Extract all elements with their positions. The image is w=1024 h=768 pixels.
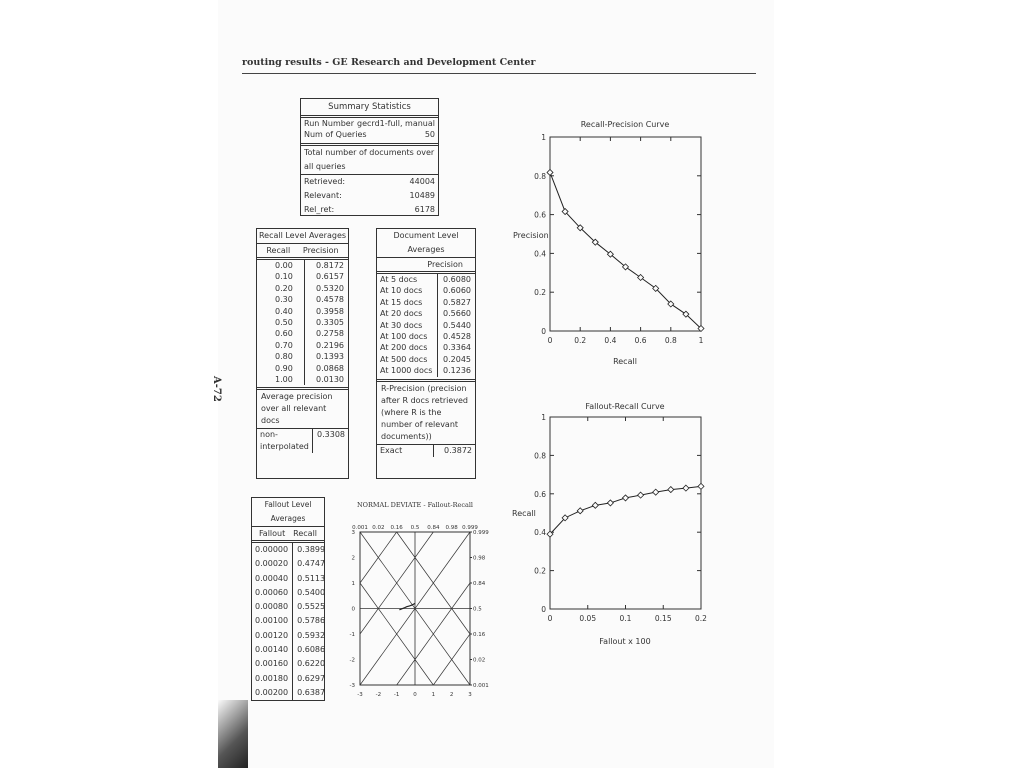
x-tick-label: 1 bbox=[698, 336, 704, 345]
data-point-marker bbox=[623, 495, 629, 501]
recall-cell-label: 0.30 bbox=[257, 294, 305, 305]
y-tick-label: 0.8 bbox=[534, 451, 546, 461]
fallout-cell-label: 0.00100 bbox=[252, 614, 293, 628]
relevant-value: 10489 bbox=[409, 191, 435, 200]
doc-cell-label: At 5 docs bbox=[377, 274, 438, 285]
recall-cell-label: 0.40 bbox=[257, 306, 305, 317]
nd-top-tick: 0.001 bbox=[352, 525, 368, 531]
nd-top-tick: 0.16 bbox=[390, 525, 403, 531]
recall-cell-value: 0.2758 bbox=[316, 329, 344, 339]
doc-cell-value: 0.5827 bbox=[443, 297, 471, 307]
doc-table bbox=[377, 274, 475, 377]
document-level-averages-box bbox=[376, 228, 476, 479]
nd-left-tick: 3 bbox=[351, 530, 355, 536]
recall-cell-value: 0.4578 bbox=[316, 295, 344, 305]
fallout-cell-value: 0.5786 bbox=[297, 616, 326, 626]
nd-bottom-tick: 3 bbox=[468, 692, 472, 698]
recall-cell-value: 0.5320 bbox=[316, 283, 344, 293]
num-queries-row bbox=[301, 129, 438, 140]
plot-frame bbox=[550, 417, 701, 609]
summary-statistics-box bbox=[300, 98, 439, 216]
run-number-label: Run Number bbox=[304, 119, 355, 128]
doc-cell-label: At 30 docs bbox=[377, 320, 438, 331]
doc-cell-label: At 100 docs bbox=[377, 331, 438, 342]
nd-right-tick: 0.98 bbox=[473, 555, 486, 562]
nd-right-tick: 0.16 bbox=[473, 632, 486, 638]
doc-cell-label: At 200 docs bbox=[377, 342, 438, 353]
nd-bottom-tick: -3 bbox=[357, 692, 363, 698]
fallout-recall-col-header: Recall bbox=[293, 529, 318, 538]
data-point-marker bbox=[668, 487, 674, 493]
fallout-level-averages-box bbox=[251, 497, 325, 701]
doc-cell-value: 0.5660 bbox=[443, 309, 471, 319]
data-point-marker bbox=[683, 485, 689, 491]
summary-title: Summary Statistics bbox=[328, 102, 411, 112]
nd-top-tick: 0.5 bbox=[410, 525, 420, 531]
doc-cell-value: 0.6060 bbox=[443, 286, 471, 296]
recall-row bbox=[257, 328, 348, 339]
exact-row bbox=[377, 445, 475, 457]
fallout-cell-value: 0.6086 bbox=[297, 645, 326, 655]
recall-col-header: Recall bbox=[266, 246, 291, 255]
avg-precision-note: Average precision over all relevant docs bbox=[261, 392, 333, 426]
nd-top-tick: 0.84 bbox=[427, 525, 440, 531]
doc-cell-value: 0.4528 bbox=[443, 332, 471, 342]
recall-table-header bbox=[257, 244, 348, 257]
recall-cell-label: 0.90 bbox=[257, 363, 305, 374]
y-tick-label: 0.6 bbox=[534, 210, 546, 220]
recall-level-averages-box bbox=[256, 228, 349, 479]
doc-row bbox=[377, 297, 475, 308]
recall-row bbox=[257, 374, 348, 385]
data-point-marker bbox=[592, 502, 598, 508]
doc-cell-value: 0.1236 bbox=[443, 366, 471, 376]
nd-bottom-tick: 1 bbox=[431, 692, 436, 698]
x-tick-label: 0.2 bbox=[695, 614, 707, 623]
page-header: routing results - GE Research and Development Center bbox=[242, 57, 536, 68]
recall-cell-label: 0.80 bbox=[257, 351, 305, 362]
fallout-cell-label: 0.00140 bbox=[252, 643, 293, 657]
doc-row bbox=[377, 342, 475, 353]
doc-cell-value: 0.3364 bbox=[443, 343, 471, 353]
plot-frame bbox=[550, 137, 701, 331]
retrieved-row bbox=[301, 175, 438, 189]
nd-right-tick: 0.001 bbox=[473, 683, 489, 689]
data-point-marker bbox=[577, 508, 583, 514]
recall-row bbox=[257, 271, 348, 282]
fallout-cell-label: 0.00120 bbox=[252, 629, 293, 643]
x-tick-label: 0.1 bbox=[619, 614, 632, 623]
data-point-marker bbox=[547, 169, 553, 175]
fallout-row bbox=[252, 543, 329, 557]
x-tick-label: 0.4 bbox=[604, 336, 617, 345]
fr-chart-title: Fallout-Recall Curve bbox=[585, 402, 665, 411]
exact-value: 0.3872 bbox=[433, 445, 472, 457]
recall-row bbox=[257, 351, 348, 362]
doc-row bbox=[377, 365, 475, 376]
doc-cell-label: At 10 docs bbox=[377, 285, 438, 296]
recall-cell-value: 0.6157 bbox=[316, 272, 344, 282]
nd-top-tick: 0.999 bbox=[462, 525, 478, 531]
retrieved-value: 44004 bbox=[409, 177, 435, 186]
fallout-cell-value: 0.5932 bbox=[297, 630, 326, 640]
nd-right-tick: 0.5 bbox=[473, 606, 482, 613]
data-point-marker bbox=[638, 492, 644, 498]
recall-row bbox=[257, 283, 348, 294]
doc-row bbox=[377, 274, 475, 285]
fr-y-label: Recall bbox=[512, 509, 536, 518]
doc-cell-label: At 15 docs bbox=[377, 297, 438, 308]
recall-precision-chart bbox=[505, 115, 715, 370]
fallout-cell-value: 0.6220 bbox=[297, 659, 326, 669]
recall-table bbox=[257, 260, 348, 385]
recall-cell-label: 0.10 bbox=[257, 271, 305, 282]
fallout-cell-value: 0.5113 bbox=[297, 573, 326, 583]
recall-cell-label: 0.00 bbox=[257, 260, 305, 271]
exact-label: Exact bbox=[380, 445, 403, 455]
nd-left-tick: -2 bbox=[349, 657, 355, 664]
fr-x-label: Fallout x 100 bbox=[599, 637, 651, 646]
recall-row bbox=[257, 260, 348, 271]
fallout-row bbox=[252, 629, 329, 643]
relevant-row bbox=[301, 189, 438, 203]
series-line bbox=[550, 486, 701, 534]
doc-row bbox=[377, 354, 475, 365]
recall-cell-value: 0.3305 bbox=[316, 318, 344, 328]
x-tick-label: 0.15 bbox=[654, 614, 672, 623]
recall-cell-label: 0.70 bbox=[257, 340, 305, 351]
y-tick-label: 1 bbox=[541, 413, 546, 422]
recall-cell-label: 1.00 bbox=[257, 374, 305, 385]
y-tick-label: 0.4 bbox=[534, 528, 546, 538]
x-tick-label: 0.05 bbox=[579, 614, 597, 623]
doc-table-header bbox=[377, 258, 475, 271]
fallout-cell-label: 0.00020 bbox=[252, 557, 293, 571]
nd-left-tick: -1 bbox=[349, 632, 355, 638]
fallout-cell-value: 0.5525 bbox=[297, 602, 326, 612]
num-queries-label: Num of Queries bbox=[304, 130, 367, 139]
run-number-value: gecrd1-full, manual bbox=[357, 119, 435, 128]
recall-cell-label: 0.20 bbox=[257, 283, 305, 294]
rp-chart-title: Recall-Precision Curve bbox=[580, 120, 670, 129]
fallout-row bbox=[252, 643, 329, 657]
x-tick-label: 0.2 bbox=[574, 336, 587, 345]
fallout-cell-label: 0.00060 bbox=[252, 586, 293, 600]
y-tick-label: 0.2 bbox=[534, 566, 546, 576]
fallout-cell-label: 0.00200 bbox=[252, 686, 293, 700]
nd-left-tick: -3 bbox=[349, 683, 355, 689]
x-tick-label: 0.8 bbox=[664, 336, 677, 345]
relret-label: Rel_ret: bbox=[304, 205, 335, 214]
recall-row bbox=[257, 306, 348, 317]
header-rule bbox=[242, 73, 756, 74]
recall-row bbox=[257, 363, 348, 374]
doc-cell-value: 0.6080 bbox=[443, 275, 471, 284]
noninterp-row bbox=[257, 429, 348, 453]
recall-cell-value: 0.1393 bbox=[316, 352, 344, 362]
fallout-row bbox=[252, 600, 329, 614]
noninterp-label: non-interpolated bbox=[260, 430, 309, 452]
fallout-row bbox=[252, 672, 329, 686]
normal-deviate-title: NORMAL DEVIATE - Fallout-Recall bbox=[356, 501, 474, 509]
y-tick-label: 1 bbox=[541, 133, 546, 142]
relret-row bbox=[301, 203, 438, 217]
fallout-cell-label: 0.00000 bbox=[252, 543, 293, 557]
normal-deviate-chart bbox=[340, 495, 490, 710]
recall-row bbox=[257, 317, 348, 328]
doc-cell-value: 0.5440 bbox=[443, 320, 471, 330]
x-tick-label: 0 bbox=[547, 336, 553, 345]
fallout-cell-label: 0.00040 bbox=[252, 572, 293, 586]
fallout-col-header: Fallout bbox=[258, 529, 286, 538]
nd-top-tick: 0.98 bbox=[445, 525, 458, 531]
recall-cell-label: 0.60 bbox=[257, 328, 305, 339]
noninterp-value: 0.3308 bbox=[312, 429, 345, 453]
doc-row bbox=[377, 320, 475, 331]
total-docs-label: Total number of documents over all queries bbox=[304, 148, 435, 171]
y-tick-label: 0 bbox=[541, 327, 546, 336]
doc-cell-label: At 500 docs bbox=[377, 354, 438, 365]
precision-col-header: Precision bbox=[302, 246, 339, 255]
doc-cell-label: At 20 docs bbox=[377, 308, 438, 319]
data-point-marker bbox=[698, 483, 704, 489]
data-point-marker bbox=[607, 500, 613, 506]
y-tick-label: 0 bbox=[541, 605, 546, 614]
doc-row bbox=[377, 285, 475, 296]
relevant-label: Relevant: bbox=[304, 191, 342, 200]
recall-cell-value: 0.3958 bbox=[316, 306, 344, 316]
fallout-table-header bbox=[252, 527, 324, 540]
recall-cell-value: 0.0130 bbox=[316, 375, 344, 385]
fallout-row bbox=[252, 557, 329, 571]
nd-left-tick: 0 bbox=[351, 606, 355, 613]
fallout-cell-value: 0.5400 bbox=[297, 587, 326, 597]
rp-x-label: Recall bbox=[613, 357, 637, 366]
scan-shadow bbox=[218, 700, 248, 768]
series-line bbox=[550, 172, 701, 328]
fallout-row bbox=[252, 686, 329, 700]
nd-right-tick: 0.84 bbox=[473, 581, 486, 587]
doc-cell-value: 0.2045 bbox=[443, 354, 471, 364]
recall-row bbox=[257, 340, 348, 351]
y-tick-label: 0.6 bbox=[534, 489, 546, 499]
fallout-cell-value: 0.6297 bbox=[297, 673, 326, 683]
retrieved-label: Retrieved: bbox=[304, 177, 346, 186]
fallout-row bbox=[252, 572, 329, 586]
fallout-table-title: Fallout Level Averages bbox=[264, 500, 312, 523]
x-tick-label: 0 bbox=[547, 614, 553, 623]
nd-right-tick: 0.02 bbox=[473, 657, 486, 664]
total-docs-row bbox=[301, 146, 438, 174]
nd-top-tick: 0.02 bbox=[372, 525, 385, 531]
nd-bottom-tick: 2 bbox=[449, 692, 454, 698]
recall-cell-value: 0.0868 bbox=[316, 363, 344, 373]
run-number-row bbox=[301, 118, 438, 129]
fallout-cell-value: 0.4747 bbox=[297, 559, 326, 569]
x-tick-label: 0.6 bbox=[634, 336, 647, 345]
data-point-marker bbox=[653, 489, 659, 495]
fallout-cell-value: 0.6387 bbox=[297, 687, 326, 697]
recall-table-title: Recall Level Averages bbox=[258, 231, 347, 240]
num-queries-value: 50 bbox=[424, 130, 435, 139]
recall-cell-value: 0.2196 bbox=[316, 340, 344, 350]
doc-table-title: Document Level Averages bbox=[393, 231, 459, 254]
y-tick-label: 0.8 bbox=[534, 171, 546, 181]
fallout-table bbox=[252, 543, 329, 700]
rp-y-label: Precision bbox=[513, 231, 549, 240]
recall-row bbox=[257, 294, 348, 305]
nd-right-tick: 0.999 bbox=[473, 530, 489, 536]
nd-bottom-tick: -2 bbox=[375, 692, 382, 698]
fallout-recall-chart bbox=[505, 395, 715, 650]
doc-row bbox=[377, 308, 475, 319]
fallout-row bbox=[252, 586, 329, 600]
fallout-row bbox=[252, 614, 329, 628]
nd-bottom-tick: 0 bbox=[413, 692, 417, 698]
nd-bottom-tick: -1 bbox=[393, 692, 400, 698]
y-tick-label: 0.2 bbox=[534, 288, 546, 298]
fallout-cell-label: 0.00080 bbox=[252, 600, 293, 614]
fallout-cell-label: 0.00160 bbox=[252, 657, 293, 671]
fallout-cell-label: 0.00180 bbox=[252, 672, 293, 686]
doc-row bbox=[377, 331, 475, 342]
nd-left-tick: 1 bbox=[351, 581, 355, 587]
fallout-cell-value: 0.3899 bbox=[297, 545, 326, 554]
page-number-label: A-72 bbox=[211, 376, 222, 402]
r-precision-note: R-Precision (precision after R docs retrieved (where R is the number of relevant documents)) bbox=[381, 383, 468, 441]
doc-precision-col-header: Precision bbox=[427, 260, 463, 269]
nd-left-tick: 2 bbox=[351, 555, 355, 562]
recall-cell-value: 0.8172 bbox=[316, 261, 344, 270]
fallout-row bbox=[252, 657, 329, 671]
relret-value: 6178 bbox=[414, 205, 435, 214]
y-tick-label: 0.4 bbox=[534, 249, 546, 259]
doc-cell-label: At 1000 docs bbox=[377, 365, 438, 376]
recall-cell-label: 0.50 bbox=[257, 317, 305, 328]
